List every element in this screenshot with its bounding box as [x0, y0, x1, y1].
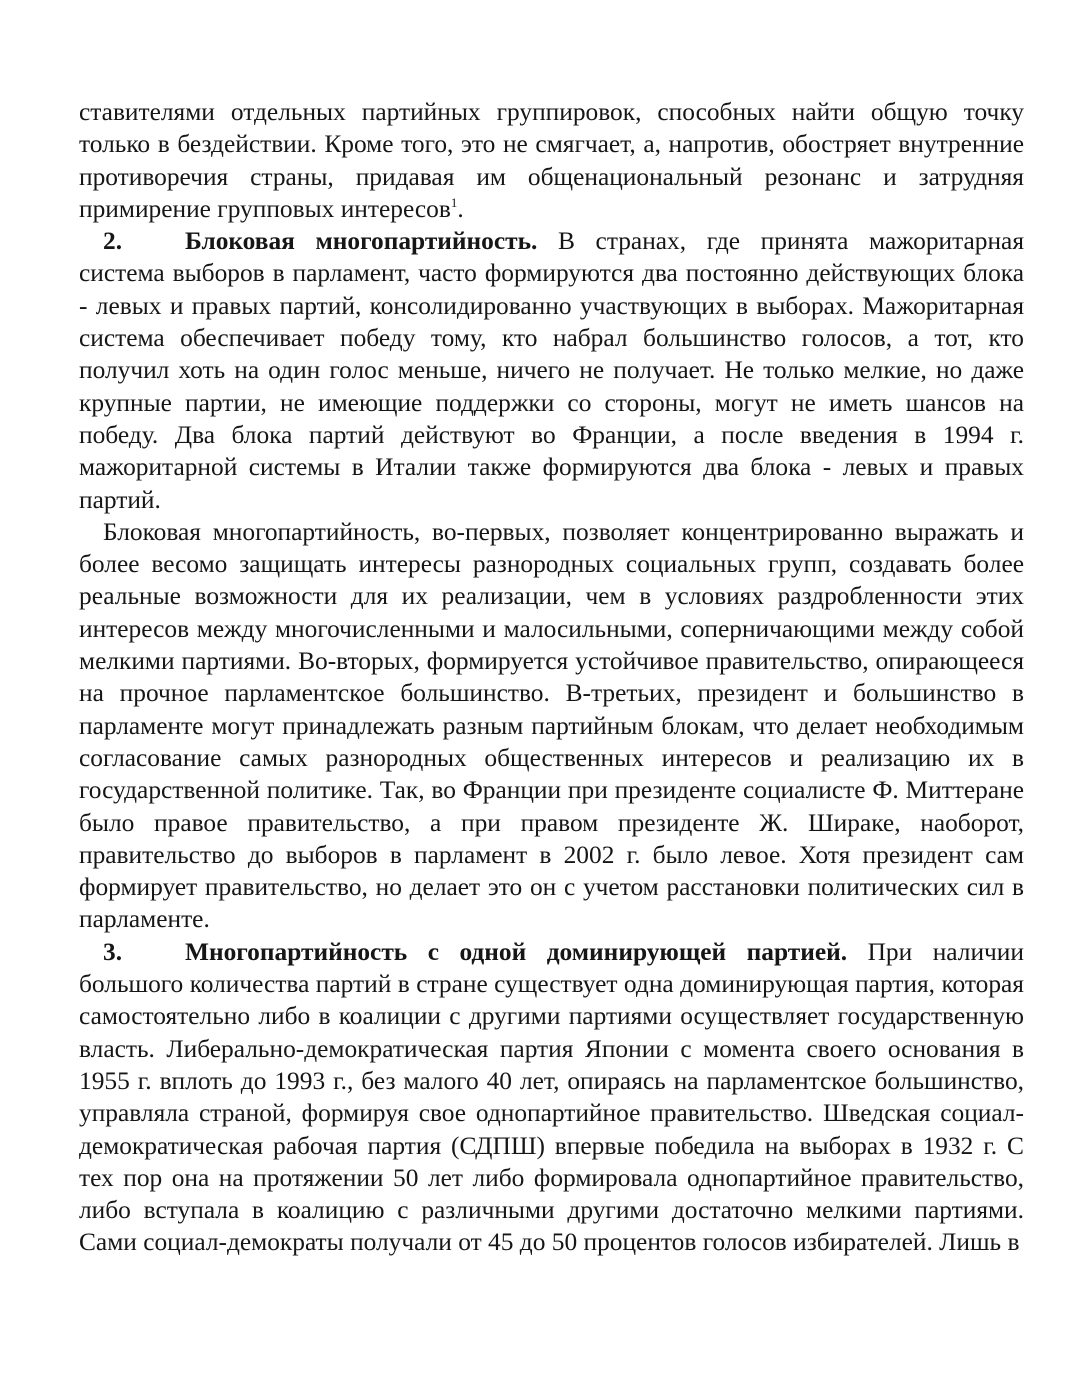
paragraph-continued — [79, 96, 1024, 225]
section-2-paragraph — [79, 225, 1024, 516]
section-number: 3. — [103, 937, 123, 966]
section-text: При наличии большого количества партий в стране существует одна доминирующая партия, которая самостоятельно либо в коалиции с другими партиями осуществляет государственную власть. Либерально-демократическая партия Японии с момента своего основания в 1955 г. вплоть до 1993 г., без малого 40 лет, опираясь на парламентское большинство, управляла страной, формируя свое однопартийное правительство. Шведская социал-демократическая рабочая партия (СДПШ) впервые победила на выборах в 1932 г. С тех пор она на протяжении 50 лет либо формировала однопартийное правительство, либо вступала в коалицию с различными другими достаточно мелкими партиями. Сами социал-демократы получали от 45 до 50 процентов голосов избирателей. Лишь в — [79, 937, 1024, 1257]
section-number: 2. — [103, 227, 123, 256]
section-heading: Блоковая многопартийность. — [185, 227, 538, 256]
paragraph-text: ставителями отдельных партийных группировок, способных найти общую точку только в бездействии. Кроме того, это не смягчает, а, напротив, обостряет внутренние противоречия страны, придавая им общенациональный резонанс и затрудняя примирение групповых интересов — [79, 98, 1024, 223]
paragraph-text: Блоковая многопартийность, во-первых, позволяет концентрированно выражать и более весомо защищать интересы разнородных социальных групп, создавать более реальные возможности для их реализации, чем в условиях раздробленности этих интересов между многочисленными и малосильными, соперничающими между собой мелкими партиями. Во-вторых, формируется устойчивое правительство, опирающееся на прочное парламентское большинство. В-третьих, президент и большинство в парламенте могут принадлежать разным партийным блокам, что делает необходимым согласование самых разнородных общественных интересов и реализацию их в государственной политике. Так, во Франции при президенте социалисте Ф. Миттеране было правое правительство, а при правом президенте Ж. Шираке, наоборот, правительство до выборов в парламент в 2002 г. было левое. Хотя президент сам формирует правительство, но делает это он с учетом расстановки политических сил в парламенте. — [79, 517, 1024, 934]
paragraph-block-multiparty — [79, 516, 1024, 936]
section-heading: Многопартийность с одной доминирующей партией. — [185, 937, 848, 966]
paragraph-end: . — [457, 194, 464, 223]
footnote-reference[interactable]: 1 — [450, 194, 458, 210]
section-text: В странах, где принята мажоритарная система выборов в парламент, часто формируются два постоянно действующих блока - левых и правых партий, консолидированно участвующих в выборах. Мажоритарная система обеспечивает победу тому, кто набрал большинство голосов, а тот, кто получил хоть на один голос меньше, ничего не получает. Не только мелкие, но даже крупные партии, не имеющие поддержки со стороны, могут не иметь шансов на победу. Два блока партий действуют во Франции, а после введения в 1994 г. мажоритарной системы в Италии также формируются два блока - левых и правых партий. — [79, 227, 1025, 514]
section-3-paragraph — [79, 936, 1024, 1259]
